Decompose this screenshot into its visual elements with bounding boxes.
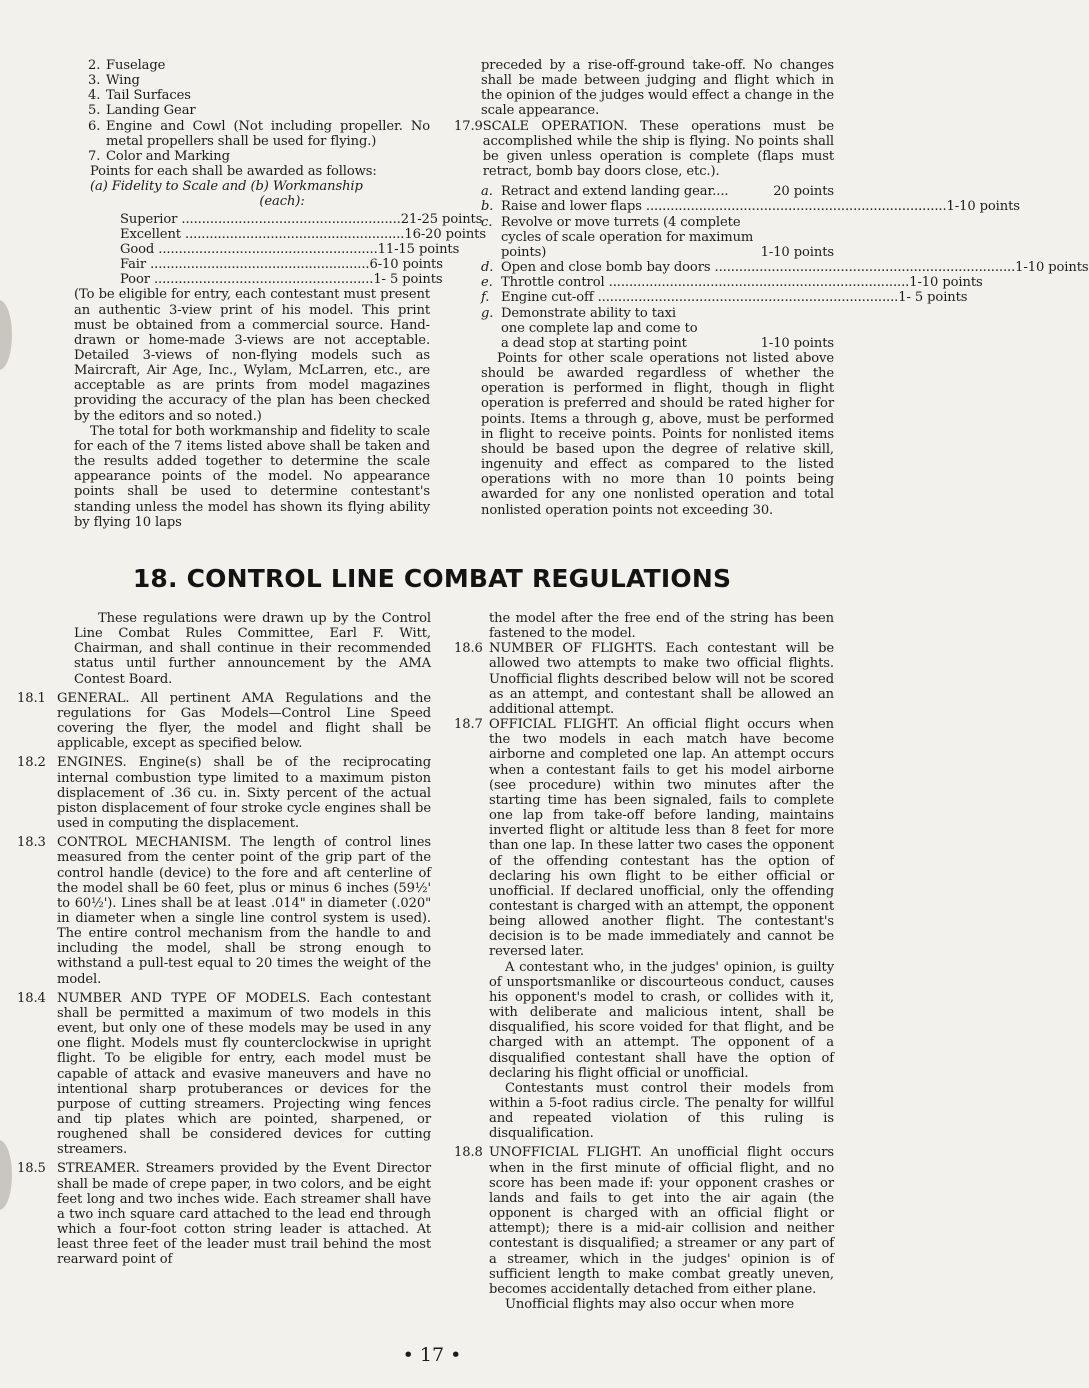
- score-row: Fair ..... 6-10 points: [120, 257, 378, 272]
- total-points-paragraph: The total for both workmanship and fidelity to scale for each of the 7 items listed above shall be taken and the results added together to determine the scale appearance points of the model. No appearance points shall be used to determine contestant's standing unless the model has shown its flying ability by flying 10 laps: [74, 423, 430, 530]
- scale-heading: (a) Fidelity to Scale and (b) Workmanship: [90, 179, 363, 195]
- list-item: 3. Wing: [88, 73, 140, 89]
- section-18-4: 18.4 NUMBER AND TYPE OF MODELS. Each contestant shall be permitted a maximum of two models in this event, but only one of these models may be used in any one flight. Models must fly counterclockwise in upright flight. To be eligible for entry, each model must be capable of attack and evasive maneuvers and have no intentional sharp protuberances or devices for the purpose of cutting streamers. Projecting wing fences and tip plates which are pointed, sharpened, or roughened shall be considered devices for cutting streamers.: [17, 990, 431, 1158]
- list-item: 6. Engine and Cowl (Not including propeller. No metal propellers shall be used for flying.): [88, 118, 430, 149]
- section-heading: 18. CONTROL LINE COMBAT REGULATIONS: [132, 564, 732, 593]
- combat-rules-left-column: [17, 611, 431, 1268]
- operations-list: [481, 184, 1089, 351]
- judging-item-list: [74, 58, 430, 164]
- intro-paragraph: These regulations were drawn up by the Control Line Combat Rules Committee, Earl F. Witt, Chairman, and shall continue in their recommended status until further announcement by the AMA Contest Board.: [74, 611, 431, 687]
- continued-paragraph: the model after the free end of the string has been fastened to the model.: [489, 611, 834, 642]
- score-table: [120, 211, 486, 288]
- operation-item: f. Engine cut-off ..... 1- 5 points: [481, 290, 834, 305]
- scale-appearance-column: [74, 58, 486, 530]
- section-17-9: 17.9 SCALE OPERATION. These operations must be accomplished while the ship is flying. No points shall be given unless operation is complete (flaps must retract, bomb bay doors close, etc.).: [454, 118, 834, 180]
- section-18-3: 18.3 CONTROL MECHANISM. The length of control lines measured from the center point of the grip part of the control handle (device) to the fore and aft centerline of the model shall be 60 feet, plus or minus 6 inches (59½' to 60½'). Lines shall be at least .014" in diameter (.020" in diameter when a single line control system is used). The entire control mechanism from the handle to and including the model, shall be strong enough to withstand a pull-test equal to 20 times the weight of the model.: [17, 835, 431, 987]
- section-18-5: 18.5 STREAMER. Streamers provided by the Event Director shall be made of crepe paper, in two colors, and be eight feet long and two inches wide. Each streamer shall have a two inch square card attached to the lead end through which a four-foot cotton string leader is attached. At least three feet of the leader must trail behind the most rearward point of: [17, 1161, 431, 1268]
- operation-item: c. Revolve or move turrets (4 complete cycles of scale operation for maximum points) 1-10 points: [481, 214, 834, 260]
- section-18-1: 18.1 GENERAL. All pertinent AMA Regulations and the regulations for Gas Models—Control Line Speed covering the flyer, the model and flight shall be applicable, except as specified below.: [17, 690, 431, 752]
- operation-item: b. Raise and lower flaps ..... 1-10 points: [481, 199, 834, 214]
- continued-paragraph: preceded by a rise-off-ground take-off. No changes shall be made between judging and flight which in the opinion of the judges would effect a change in the scale appearance.: [481, 58, 834, 119]
- score-row: Good ..... 11-15 points: [120, 242, 378, 257]
- operation-item: g. Demonstrate ability to taxi one complete lap and come to a dead stop at starting point 1-10 points: [481, 305, 834, 351]
- other-operations-paragraph: Points for other scale operations not listed above should be awarded regardless of whether the operation is performed in flight, though in flight operation is preferred and should be rated higher for points. Items a through g, above, must be performed in flight to receive points. Points for nonlisted items should be based upon the degree of relative skill, ingenuity and effect as compared to the listed operations with no more than 10 points being awarded for any one nonlisted operation and total nonlisted operation points not exceeding 30.: [481, 350, 834, 518]
- scale-heading-each: (each):: [259, 194, 305, 210]
- binder-hole-bottom: [0, 1140, 12, 1210]
- section-18-7-paragraph-2: A contestant who, in the judges' opinion, is guilty of unsportsmanlike or discourteous conduct, causes his opponent's model to crash, or collides with it, with deliberate and malicious intent, shall be disqualified, his score voided for that flight, and be charged with an attempt. The opponent of a disqualified contestant shall have the option of declaring his flight official or unofficial.: [489, 959, 834, 1081]
- list-item: 7. Color and Marking: [88, 148, 230, 164]
- points-intro: Points for each shall be awarded as follows:: [90, 164, 377, 180]
- eligibility-paragraph: (To be eligible for entry, each contestant must present an authentic 3-view print of his model. This print must be obtained from a commercial source. Hand-drawn or home-made 3-views are not acceptable. Detailed 3-views of non-flying models such as Maircraft, Air Age, Inc., Wylam, McLarren, etc., are acceptable as are prints from model magazines providing the accuracy of the plan has been checked by the editors and so noted.): [74, 287, 430, 424]
- section-18-7-paragraph-3: Contestants must control their models from within a 5-foot radius circle. The penalty for willful and repeated violation of this ruling is disqualification.: [489, 1080, 834, 1142]
- score-row: Superior ..... 21-25 points: [120, 212, 378, 227]
- combat-rules-right-column: [454, 611, 834, 1312]
- score-row: Poor ..... 1- 5 points: [120, 272, 378, 287]
- binder-hole-top: [0, 300, 12, 370]
- scale-operation-column: [454, 58, 1089, 518]
- list-item: 5. Landing Gear: [88, 103, 196, 119]
- operation-item: e. Throttle control ..... 1-10 points: [481, 275, 834, 290]
- operation-item: a. Retract and extend landing gear.... 20 points: [481, 184, 834, 200]
- page-number: • 17 •: [402, 1344, 462, 1366]
- section-18-6: 18.6 NUMBER OF FLIGHTS. Each contestant will be allowed two attempts to make two official flights. Unofficial flights described below will not be scored as an attempt, and contestant shall be allowed an additional attempt.: [454, 641, 834, 717]
- section-18-7: 18.7 OFFICIAL FLIGHT. An official flight occurs when the two models in each match have become airborne and completed one lap. An attempt occurs when a contestant fails to get his model airborne (see procedure) within two minutes after the starting time has been signaled, fails to complete one lap from take-off before landing, maintains inverted flight or altitude less than 8 feet for more than one lap. In these latter two cases the opponent of the offending contestant has the option of declaring his own flight to be either official or unofficial. If declared unofficial, only the offending contestant is charged with an attempt, the opponent being allowed another flight. The contestant's decision is to be made immediately and cannot be reversed later.: [454, 717, 834, 960]
- section-18-8: 18.8 UNOFFICIAL FLIGHT. An unofficial flight occurs when in the first minute of official flight, and no score has been made if: your opponent crashes or lands and fails to get into the air again (the opponent is charged with an official flight or attempt); there is a mid-air collision and neither contestant is disqualified; a streamer or any part of a streamer, which in the judges' opinion is of sufficient length to make combat greatly uneven, becomes accidentally detached from either plane.: [454, 1145, 834, 1297]
- section-18-2: 18.2 ENGINES. Engine(s) shall be of the reciprocating internal combustion type limited to a maximum piston displacement of .36 cu. in. Sixty percent of the actual piston displacement of four stroke cycle engines shall be used in computing the displacement.: [17, 755, 431, 832]
- list-item: 2. Fuselage: [88, 58, 166, 73]
- operation-item: d. Open and close bomb bay doors ..... 1-10 points: [481, 260, 834, 275]
- section-18-8-paragraph-2: Unofficial flights may also occur when more: [505, 1297, 795, 1313]
- list-item: 4. Tail Surfaces: [88, 88, 191, 104]
- score-row: Excellent ..... 16-20 points: [120, 227, 378, 242]
